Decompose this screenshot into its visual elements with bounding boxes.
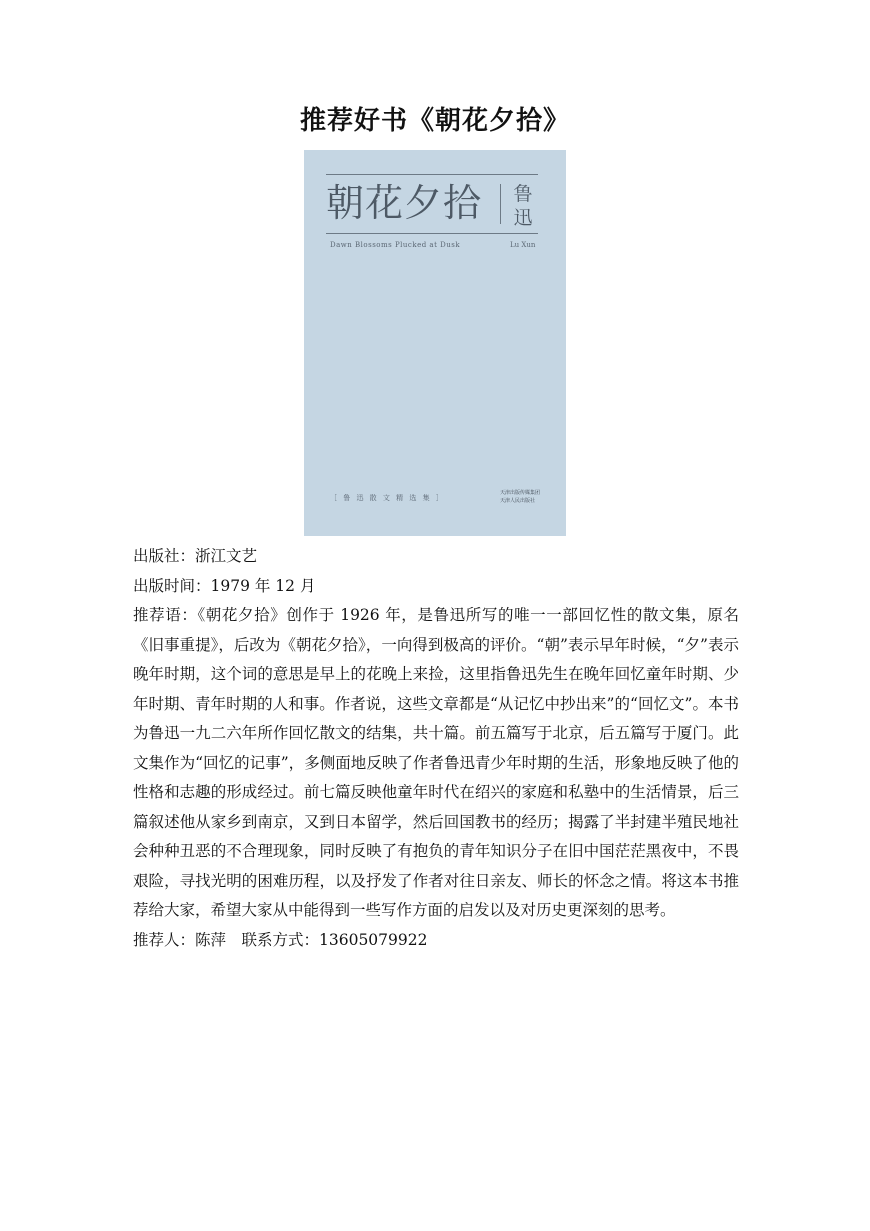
cover-title: 朝花夕拾 — [326, 181, 483, 225]
cover-divider — [500, 184, 501, 224]
page-title: 推荐好书《朝花夕拾》 — [299, 106, 570, 136]
cover-top-rule — [326, 174, 538, 175]
cover-english-author: Lu Xun — [510, 241, 536, 249]
recommendation-paragraph: 推荐语：《朝花夕拾》创作于 1926 年，是鲁迅所写的唯一一部回忆性的散文集，原名《旧事重提》，后改为《朝花夕拾》，一向得到极高的评价。“朝”表示早年时候，“夕”表示晚年时期，这个词的意思是早上的花晚上来捡，这里指鲁迅先生在晚年回忆童年时期、少年时期、青年时期的人和事。作者说，这些文章都是“从记忆中抄出来”的“回忆文”。本书为鲁迅一九二六年所作回忆散文的结集，共十篇。前五篇写于北京，后五篇写于厦门。此文集作为“回忆的记事”，多侧面地反映了作者鲁迅青少年时期的生活，形象地反映了他的性格和志趣的形成经过。前七篇反映他童年时代在绍兴的家庭和私塾中的生活情景，后三篇叙述他从家乡到南京，又到日本留学，然后回国教书的经历；揭露了半封建半殖民地社会种种丑恶的不合理现象，同时反映了有抱负的青年知识分子在旧中国茫茫黑夜中，不畏艰险，寻找光明的困难历程，以及抒发了作者对往日亲友、师长的怀念之情。将这本书推荐给大家，希望大家从中能得到一些写作方面的启发以及对历史更深刻的思考。 — [133, 606, 739, 919]
cover-bottom-rule — [326, 233, 538, 234]
cover-author: 鲁迅 — [513, 183, 533, 229]
publisher-line: 出版社：浙江文艺 — [133, 547, 258, 565]
recommender-line: 推荐人：陈萍 联系方式：13605079922 — [133, 930, 428, 949]
cover-publisher — [500, 489, 540, 505]
cover-english-title: Dawn Blossoms Plucked at Dusk — [330, 241, 461, 249]
book-cover-image — [304, 150, 566, 536]
publish-time-line: 出版时间：1979 年 12 月 — [133, 576, 316, 595]
cover-series: ［ 鲁 迅 散 文 精 选 集 ］ — [330, 494, 445, 502]
cover-publisher-group: 天津出版传媒集团 — [500, 490, 541, 496]
cover-publisher-press: 天津人民出版社 — [500, 498, 536, 504]
book-info — [133, 542, 739, 955]
